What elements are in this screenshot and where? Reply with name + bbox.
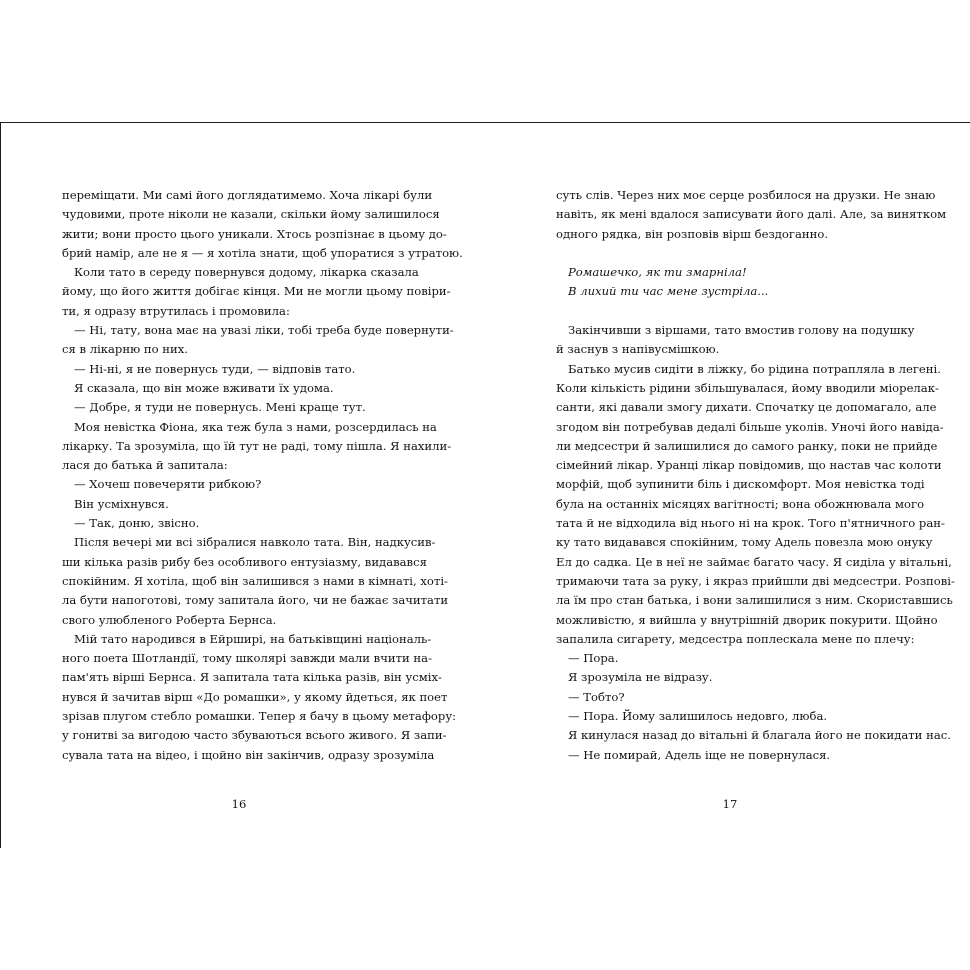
- text-line: ла їм про стан батька, і вони залишилися з ним. Скориставшись: [556, 593, 953, 608]
- text-line: Я сказала, що він може вживати їх удома.: [74, 380, 334, 395]
- poem-line: Ромашечко, як ти змарніла!: [568, 265, 747, 280]
- poem-line: В лихий ти час мене зустріла...: [568, 284, 769, 299]
- text-line: — Так, доню, звісно.: [74, 516, 200, 531]
- text-line: ку тато видавався спокійним, тому Адель повезла мою онуку: [556, 535, 933, 550]
- text-line: запалила сигарету, медсестра поплескала мене по плечу:: [556, 631, 915, 646]
- right-page-text: [556, 186, 955, 765]
- stanza-gap: [556, 244, 908, 263]
- text-line: суть слів. Через них моє серце розбилося на друзки. Не знаю: [556, 188, 936, 202]
- text-line: можливістю, я вийшла у внутрішній дворик покурити. Щойно: [556, 612, 938, 627]
- left-page-text: [62, 186, 463, 765]
- text-line: тримаючи тата за руку, і якраз прийшли дві медсестри. Розпові-: [556, 573, 955, 588]
- text-line: ла бути напоготові, тому запитала його, чи не бажає зачитати: [62, 593, 449, 608]
- text-line: лікарку. Та зрозуміла, що їй тут не раді, тому пішла. Я нахили-: [62, 438, 452, 453]
- text-line: Ел до садка. Це в неї не займає багато часу. Я сиділа у вітальні,: [556, 554, 952, 569]
- page-number-left: 16: [231, 797, 247, 811]
- text-line: сімейний лікар. Уранці лікар повідомив, що настав час колоти: [556, 458, 942, 473]
- text-line: Я зрозуміла не відразу.: [568, 670, 713, 685]
- text-line: пам'ять вірші Бернса. Я запитала тата кілька разів, він усміх-: [62, 670, 442, 685]
- text-line: ли медсестри й залишилися до самого ранку, поки не прийде: [556, 438, 938, 453]
- text-line: у гонитві за вигодою часто збуваються всього живого. Я запи-: [62, 728, 447, 743]
- text-line: переміщати. Ми самі його доглядатимемо. Хоча лікарі були: [62, 188, 433, 202]
- text-line: — Не помирай, Адель іще не повернулася.: [568, 747, 831, 762]
- text-line: Коли кількість рідини збільшувалася, йому вводили міорелак-: [556, 380, 939, 395]
- text-line: — Хочеш повечеряти рибкою?: [74, 477, 262, 492]
- text-line: йому, що його життя добігає кінця. Ми не могли цьому повіри-: [62, 284, 451, 299]
- text-line: навіть, як мені вдалося записувати його далі. Але, за винятком: [556, 207, 947, 222]
- text-line: — Добре, я туди не повернусь. Мені краще тут.: [74, 400, 366, 415]
- text-line: Я кинулася назад до вітальні й благала його не покидати нас.: [568, 728, 951, 743]
- text-line: нувся й зачитав вірш «До ромашки», у якому йдеться, як поет: [62, 689, 448, 704]
- text-line: — Пора.: [568, 651, 619, 666]
- text-line: ти, я одразу втрутилась і промовила:: [62, 303, 290, 318]
- text-line: Батько мусив сидіти в ліжку, бо рідина потрапляла в легені.: [568, 361, 941, 376]
- text-line: згодом він потребував дедалі більше уколів. Уночі його навіда-: [556, 419, 944, 434]
- text-line: ного поета Шотландії, тому школярі завжди мали вчити на-: [62, 651, 432, 666]
- text-line: морфій, щоб зупинити біль і дискомфорт. Моя невістка тоді: [556, 477, 925, 492]
- page-number-right: 17: [722, 797, 738, 811]
- text-line: лася до батька й запитала:: [62, 458, 228, 473]
- text-line: Після вечері ми всі зібралися навколо тата. Він, надкусив-: [74, 535, 436, 550]
- text-line: одного рядка, він розповів вірш бездоганно.: [556, 226, 829, 241]
- text-line: була на останніх місяцях вагітності; вона обожнювала мого: [556, 496, 925, 511]
- text-line: й заснув з напівусмішкою.: [556, 342, 720, 357]
- text-line: Коли тато в середу повернувся додому, лікарка сказала: [74, 265, 419, 280]
- text-line: брий намір, але не я — я хотіла знати, щоб упоратися з утратою.: [62, 245, 463, 260]
- text-line: — Ні, тату, вона має на увазі ліки, тобі треба буде повернути-: [74, 323, 454, 338]
- text-line: санти, які давали змогу дихати. Спочатку це допомагало, але: [556, 400, 937, 415]
- text-line: ши кілька разів рибу без особливого ентузіазму, видавався: [62, 554, 427, 569]
- text-line: тата й не відходила від нього ні на крок. Того п'ятничного ран-: [556, 516, 945, 531]
- text-line: — Пора. Йому залишилось недовго, люба.: [568, 709, 828, 724]
- text-line: ся в лікарню по них.: [62, 342, 188, 357]
- text-line: свого улюбленого Роберта Бернса.: [62, 612, 277, 627]
- text-line: спокійним. Я хотіла, щоб він залишився з нами в кімнаті, хоті-: [62, 573, 448, 588]
- text-line: Моя невістка Фіона, яка теж була з нами, розсердилась на: [74, 419, 437, 434]
- text-line: — Тобто?: [568, 689, 625, 704]
- text-line: чудовими, проте ніколи не казали, скільки йому залишилося: [62, 207, 440, 222]
- text-line: Мій тато народився в Ейрширі, на батьківщині національ-: [74, 631, 432, 646]
- text-line: сувала тата на відео, і щойно він закінчив, одразу зрозуміла: [62, 747, 435, 762]
- stanza-gap: [556, 302, 908, 321]
- text-line: Він усміхнувся.: [74, 496, 169, 511]
- text-line: — Ні-ні, я не повернусь туди, — відповів тато.: [74, 361, 356, 376]
- text-line: зрізав плугом стебло ромашки. Тепер я бачу в цьому метафору:: [62, 709, 457, 724]
- text-line: жити; вони просто цього уникали. Хтось розпізнає в цьому до-: [62, 226, 447, 241]
- text-line: Закінчивши з віршами, тато вмостив голову на подушку: [568, 323, 915, 338]
